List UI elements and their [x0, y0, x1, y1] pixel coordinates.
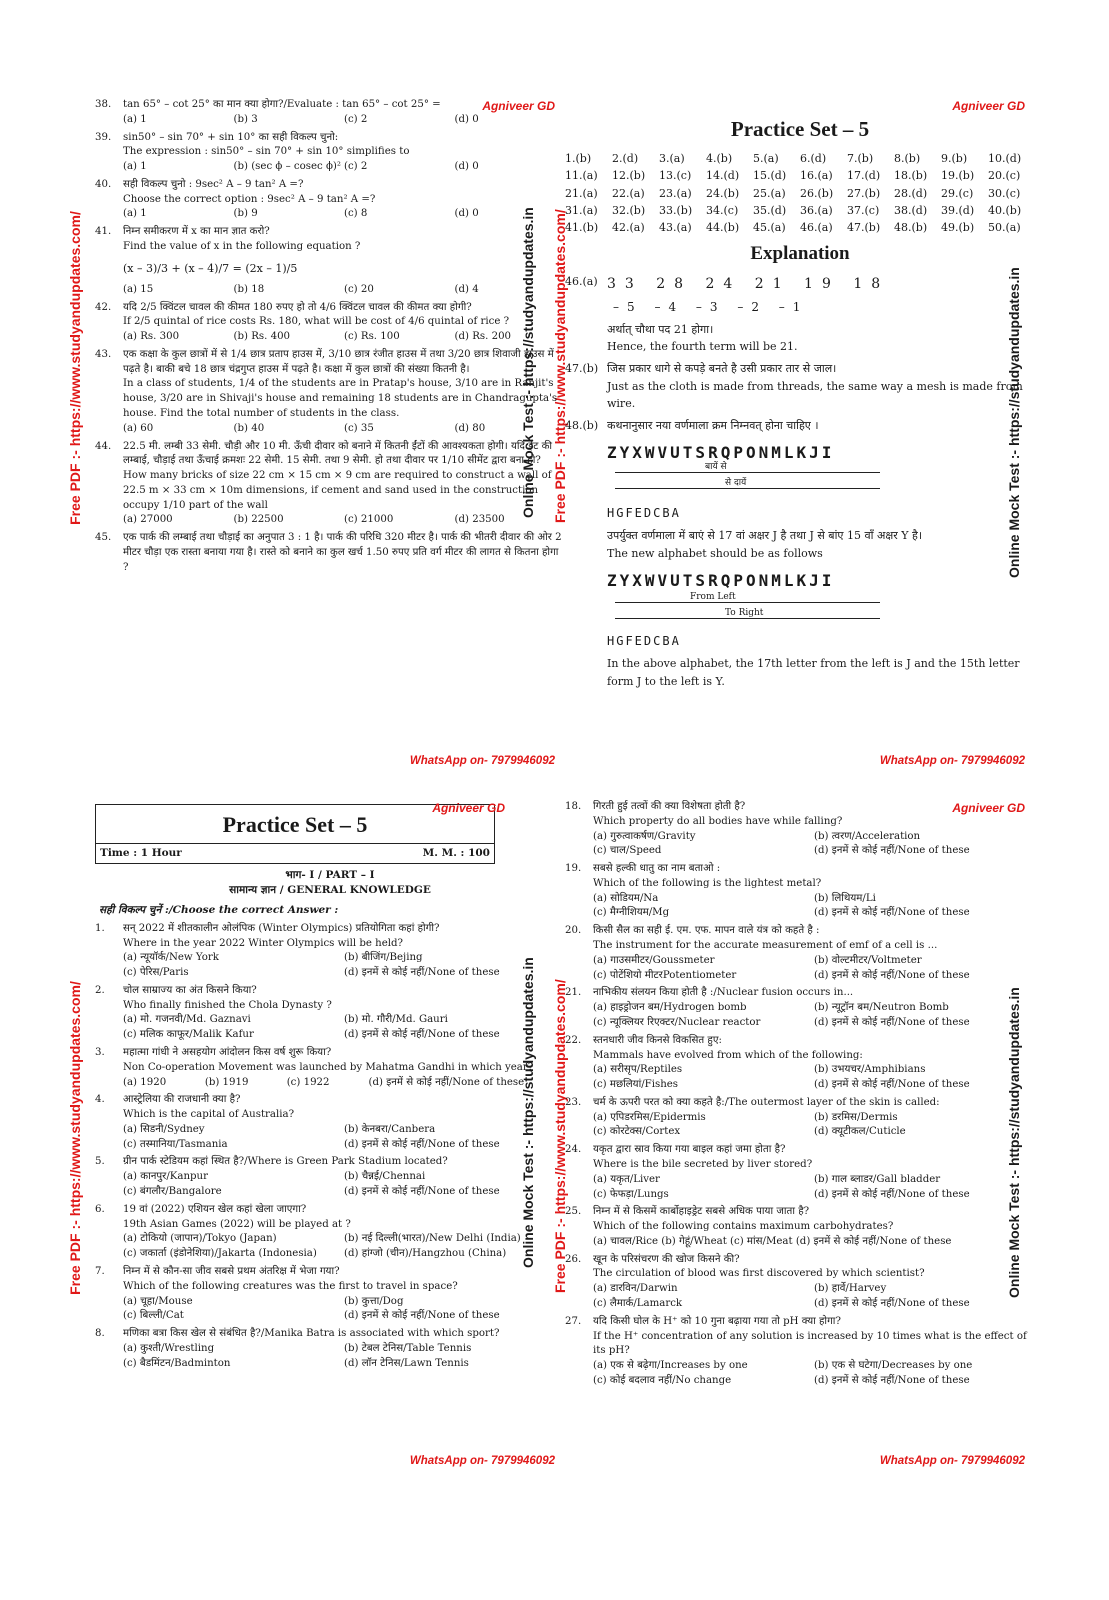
answer-key-cell: 32.(b) — [612, 203, 646, 217]
option: (c) 35 — [344, 422, 374, 434]
option: (c) कोई बदलाव नहीं/No change — [593, 1374, 732, 1386]
answer-key-cell: 49.(b) — [941, 220, 975, 234]
explanation-number: 48.(b) — [565, 418, 599, 432]
option: (a) 1 — [123, 113, 147, 125]
question-6 — [95, 1203, 565, 1262]
side-mock-left-bottom[interactable]: Online Mock Test :- https://studyandupdates.in — [520, 957, 536, 1268]
answer-key-grid — [565, 150, 1035, 235]
panel-answer-key — [565, 98, 1035, 778]
question-text-english: Non Co-operation Movement was launched by Mahatma Gandhi in which year? — [123, 1061, 534, 1073]
side-free-pdf-left-bottom[interactable]: Free PDF :- https://www.studyandupdates.com/ — [67, 981, 83, 1295]
option: (b) गाल ब्लाडर/Gall bladder — [814, 1173, 941, 1185]
option: (a) सिडनी/Sydney — [123, 1123, 205, 1135]
option: (c) बैडमिंटन/Badminton — [123, 1357, 231, 1369]
option: (a) 60 — [123, 422, 154, 434]
question-text-english: The instrument for the accurate measurement of emf of a cell is ... — [593, 940, 938, 952]
option: (b) कुत्ता/Dog — [344, 1295, 404, 1307]
direction-arrows — [615, 591, 880, 624]
question-number: 6. — [95, 1203, 105, 1215]
option: (a) एक से बढ़ेगा/Increases by one — [593, 1360, 748, 1372]
option: (b) 3 — [233, 113, 258, 125]
option: (d) इनमें से कोई नहीं/None of these — [814, 845, 970, 857]
side-mock-left-top[interactable]: Online Mock Test :- https://studyandupdates.in — [520, 207, 536, 518]
brand-label: Agniveer GD — [952, 99, 1025, 113]
option: (b) न्यूट्रॉन बम/Neutron Bomb — [814, 1002, 949, 1014]
option: (d) इनमें से कोई नहीं/None of these — [344, 967, 500, 979]
answer-key-cell: 25.(a) — [753, 186, 786, 200]
question-40 — [95, 178, 565, 222]
explanation-text-english: Just as the cloth is made from threads, the same way a mesh is made from wire. — [607, 379, 1023, 411]
option: (c) न्यूक्लियर रिएक्टर/Nuclear reactor — [593, 1016, 761, 1028]
question-text-english: 19th Asian Games (2022) will be played at ? — [123, 1218, 351, 1230]
question-text-english: In a class of students, 1/4 of the students are in Pratap's house, 3/10 are in Ranjit's house, 3/20 are in Shivaji's house and remaining 18 students are in Chandragupta's house. Find the total number of students in the class. — [123, 378, 558, 419]
question-43 — [95, 348, 565, 437]
explanation-text-english: In the above alphabet, the 17th letter from the left is J and the 15th letter form J to the left is Y. — [607, 657, 1020, 688]
question-text-hindi: गिरती हुई तत्वों की क्या विशेषता होती है? — [593, 801, 746, 812]
side-mock-right-top[interactable]: Online Mock Test :- https://studyandupdates.in — [1006, 267, 1022, 578]
number-sequence: 33 28 24 21 19 18 — [607, 276, 890, 293]
question-text-hindi: चोल साम्राज्य का अंत किसने किया? — [123, 984, 257, 996]
alphabet-tail: HGFEDCBA — [607, 633, 681, 648]
question-number: 45. — [95, 532, 112, 544]
answer-key-cell: 50.(a) — [988, 220, 1021, 234]
question-number: 8. — [95, 1328, 105, 1340]
answer-key-cell: 12.(b) — [612, 169, 646, 183]
option: (a) 1 — [123, 161, 147, 173]
answer-key-cell: 23.(a) — [659, 186, 692, 200]
question-number: 18. — [565, 801, 582, 812]
question-number: 42. — [95, 301, 112, 313]
question-text-english: How many bricks of size 22 cm × 15 cm × 9 cm are required to construct a wall of 22.5 m × 33 cm × 10m dimensions, if cement and sand used in the construction occupy 1/10 part of the wall — [123, 470, 552, 511]
question-39 — [95, 131, 565, 175]
question-number: 19. — [565, 863, 582, 875]
explanation-title: Explanation — [750, 242, 850, 264]
question-text-english: Which of the following is the lightest metal? — [593, 877, 822, 889]
question-3 — [95, 1046, 565, 1090]
option: (b) 22500 — [233, 514, 284, 526]
explanation-47 — [565, 360, 1035, 413]
option: (b) उभयचर/Amphibians — [814, 1064, 926, 1076]
question-text-english: The expression : sin50° – sin 70° + sin 10° simplifies to — [123, 146, 410, 158]
answer-key-cell: 13.(c) — [659, 169, 692, 183]
option: (b) 40 — [233, 422, 265, 434]
option: (c) बिल्ली/Cat — [123, 1310, 184, 1322]
option: (b) टेबल टेनिस/Table Tennis — [344, 1342, 472, 1354]
option: (d) इनमें से कोई नहीं/None of these — [344, 1310, 500, 1322]
answer-key-cell: 7.(b) — [847, 152, 874, 166]
answer-key-cell: 22.(a) — [612, 186, 645, 200]
option: (c) 21000 — [344, 514, 394, 526]
option: (b) बीजिंग/Bejing — [344, 952, 423, 964]
question-text-hindi: यदि किसी घोल के H⁺ को 10 गुना बढ़ाया गया तो pH क्या होगा? — [593, 1315, 841, 1327]
question-text: चर्म के ऊपरी परत को क्या कहते है:/The outermost layer of the skin is called: — [593, 1096, 940, 1108]
option: (b) (sec ϕ – cosec ϕ)² — [233, 161, 341, 173]
answer-key-cell: 8.(b) — [894, 152, 921, 166]
option: (a) चूहा/Mouse — [123, 1295, 193, 1307]
whatsapp-contact[interactable]: WhatsApp on- 7979946092 — [409, 755, 555, 768]
question-text-english: Mammals have evolved from which of the following: — [593, 1049, 863, 1061]
answer-key-cell: 29.(c) — [941, 186, 974, 200]
answer-key-cell: 34.(c) — [706, 203, 739, 217]
question-number: 5. — [95, 1156, 105, 1168]
option: (d) लॉन टेनिस/Lawn Tennis — [344, 1357, 469, 1369]
option: (b) वोल्टमीटर/Voltmeter — [814, 954, 922, 966]
option: (a) टोकियो (जापान)/Tokyo (Japan) — [123, 1233, 277, 1245]
option: (d) इनमें से कोई नहीं/None of these — [368, 1076, 525, 1088]
option: (a) न्यूयॉर्क/New York — [123, 952, 219, 964]
answer-key-cell: 5.(a) — [753, 152, 779, 166]
option: (b) 9 — [233, 208, 258, 220]
question-number: 41. — [95, 226, 112, 238]
alphabet-sequence: ZYXWVUTSRQPONMLKJI — [607, 443, 835, 463]
question-text-english: Which of the following contains maximum carbohydrates? — [593, 1221, 894, 1233]
answer-key-cell: 41.(b) — [565, 220, 599, 234]
explanation-number: 47.(b) — [565, 361, 599, 375]
answer-key-cell: 26.(b) — [800, 186, 834, 200]
instruction-text: सही विकल्प चुनें :/Choose the correct Answer : — [99, 903, 339, 916]
question-text-hindi: खून के परिसंचरण की खोज किसने की? — [593, 1253, 740, 1265]
answer-key-cell: 6.(d) — [800, 152, 827, 166]
option: (d) इनमें से कोई नहीं/None of these — [344, 1186, 500, 1198]
question-text-hindi: महात्मा गांधी ने असहयोग आंदोलन किस वर्ष शुरू किया? — [123, 1047, 332, 1059]
option: (a) एपिडरमिस/Epidermis — [593, 1111, 706, 1123]
answer-key-cell: 36.(a) — [800, 203, 833, 217]
option: (c) कोरटेक्स/Cortex — [593, 1126, 681, 1138]
answer-key-cell: 16.(a) — [800, 169, 833, 183]
option: (a) 1920 — [123, 1076, 167, 1088]
question-text-english: The circulation of blood was first discovered by which scientist? — [593, 1268, 925, 1280]
from-left-label: From Left — [690, 591, 736, 602]
option: (b) हार्वे/Harvey — [814, 1283, 887, 1295]
option: (c) लैमार्क/Lamarck — [593, 1298, 683, 1309]
option: (c) 2 — [344, 161, 368, 173]
from-left-label: बायें से — [705, 461, 727, 472]
question-19 — [565, 862, 1035, 921]
option: (b) नई दिल्ली(भारत)/New Delhi (India) — [344, 1233, 521, 1245]
question-25 — [565, 1205, 1035, 1249]
option: (b) लिथियम/Li — [814, 892, 876, 904]
question-number: 44. — [95, 440, 112, 452]
equation: (x – 3)/3 + (x – 4)/7 = (2x – 1)/5 — [123, 261, 298, 275]
direction-arrows — [615, 461, 880, 496]
option: (b) एक से घटेगा/Decreases by one — [814, 1360, 973, 1372]
option: (d) 0 — [454, 113, 479, 125]
answer-key-cell: 14.(d) — [706, 169, 740, 183]
explanation-text-english: The new alphabet should be as follows — [607, 546, 823, 560]
question-text-hindi: सही विकल्प चुनो : 9sec² A – 9 tan² A =? — [123, 178, 304, 190]
question-20 — [565, 924, 1035, 983]
question-number: 27. — [565, 1315, 582, 1327]
question-22 — [565, 1034, 1035, 1093]
alphabet-tail: HGFEDCBA — [607, 505, 681, 520]
answer-key-cell: 39.(d) — [941, 203, 975, 217]
side-free-pdf-right-bottom[interactable]: Free PDF :- https://www.studyandupdates.com/ — [552, 979, 568, 1293]
option: (d) इनमें से कोई नहीं/None of these — [814, 907, 970, 919]
question-21 — [565, 986, 1035, 1030]
option: (d) इनमें से कोई नहीं/None of these — [814, 1298, 970, 1309]
panel-gk-questions-18-27 — [565, 800, 1035, 1490]
explanation-46 — [565, 273, 1035, 356]
question-text: tan 65° – cot 25° का मान क्या होगा?/Evaluate : tan 65° – cot 25° = — [123, 99, 441, 110]
question-text-hindi: सबसे हल्की धातु का नाम बताओ : — [593, 863, 721, 875]
question-text-english: Which of the following creatures was the first to travel in space? — [123, 1280, 458, 1292]
option: (d) 80 — [454, 422, 486, 434]
question-number: 26. — [565, 1253, 582, 1265]
options-line: (a) चावल/Rice (b) गेहूं/Wheat (c) मांस/Meat (d) इनमें से कोई नहीं/None of these — [593, 1235, 952, 1247]
answer-key-cell: 19.(b) — [941, 169, 975, 183]
option: (c) 20 — [344, 283, 374, 295]
option: (d) इनमें से कोई नहीं/None of these — [814, 969, 970, 981]
question-text-english: Which property do all bodies have while falling? — [593, 815, 843, 827]
question-42 — [95, 301, 565, 345]
explanation-text-english: Hence, the fourth term will be 21. — [607, 340, 798, 354]
question-text-english: If the H⁺ concentration of any solution is increased by 10 times what is the effect of its pH? — [593, 1330, 1027, 1357]
option: (d) Rs. 200 — [454, 331, 512, 343]
option: (c) 1922 — [286, 1076, 330, 1088]
option: (b) 1919 — [204, 1076, 249, 1088]
answer-key-cell: 17.(d) — [847, 169, 881, 183]
answer-key-cell: 20.(c) — [988, 169, 1021, 183]
option: (b) डरमिस/Dermis — [814, 1111, 898, 1123]
question-1 — [95, 922, 565, 981]
option: (b) मो. गौरी/Md. Gauri — [344, 1014, 448, 1026]
option: (b) 18 — [233, 283, 265, 295]
question-23 — [565, 1096, 1035, 1140]
explanation-48 — [565, 417, 1035, 691]
question-text: ग्रीन पार्क स्टेडियम कहां स्थित है?/Where is Green Park Stadium located? — [123, 1156, 448, 1168]
answer-key-cell: 31.(a) — [565, 203, 598, 217]
option: (c) तस्मानिया/Tasmania — [123, 1138, 228, 1150]
answer-key-cell: 3.(a) — [659, 152, 685, 166]
question-number: 43. — [95, 348, 112, 360]
practice-set-title: Practice Set – 5 — [730, 117, 870, 141]
option: (c) फेफड़ा/Lungs — [593, 1188, 669, 1200]
option: (a) कुश्ती/Wrestling — [123, 1342, 215, 1354]
option: (b) त्वरण/Acceleration — [814, 830, 921, 842]
option: (a) कानपुर/Kanpur — [123, 1171, 208, 1183]
question-text-hindi: 22.5 मी. लम्बी 33 सेमी. चौड़ी और 10 मी. ऊँची दीवार को बनाने में कितनी ईंटों की आवश्यकता होगी। यदि ईंट की लम्बाई, चौड़ाई तथा ऊँचाई क्रमशः 22 सेमी. 15 सेमी. तथा 9 सेमी. हो तथा दीवार पर 1/10 सीमेंट द्वारा बना हो? — [123, 440, 553, 467]
option: (c) चाल/Speed — [593, 845, 662, 857]
section-label: सामान्य ज्ञान / GENERAL KNOWLEDGE — [229, 884, 431, 897]
to-right-label: To Right — [725, 607, 764, 618]
option: (d) 23500 — [454, 514, 505, 526]
answer-key-cell: 27.(b) — [847, 186, 881, 200]
answer-key-cell: 40.(b) — [988, 203, 1022, 217]
question-number: 21. — [565, 987, 582, 999]
answer-key-cell: 11.(a) — [565, 169, 598, 183]
explanation-text-hindi: जिस प्रकार धागे से कपड़े बनते है उसी प्रकार तार से जाल। — [607, 361, 837, 375]
option: (d) 0 — [454, 208, 479, 220]
whatsapp-contact[interactable]: WhatsApp on- 7979946092 — [409, 1455, 555, 1468]
option: (c) 8 — [344, 208, 368, 220]
answer-key-cell: 9.(b) — [941, 152, 968, 166]
question-5 — [95, 1155, 565, 1199]
answer-key-cell: 45.(a) — [753, 220, 786, 234]
option: (d) इनमें से कोई नहीं/None of these — [814, 1016, 970, 1028]
option: (c) पोटेंशियो मीटरPotentiometer — [593, 969, 737, 981]
option: (a) मो. गजनवी/Md. Gaznavi — [123, 1014, 251, 1026]
answer-key-cell: 30.(c) — [988, 186, 1021, 200]
option: (a) हाइड्रोजन बम/Hydrogen bomb — [593, 1002, 747, 1014]
to-right-label: से दायें — [725, 477, 747, 488]
option: (c) मछलियां/Fishes — [593, 1079, 679, 1091]
question-number: 1. — [95, 922, 105, 934]
option: (d) इनमें से कोई नहीं/None of these — [814, 1374, 970, 1386]
option: (b) Rs. 400 — [233, 331, 291, 343]
option: (d) इनमें से कोई नहीं/None of these — [814, 1188, 970, 1200]
option: (c) मलिक काफूर/Malik Kafur — [123, 1029, 254, 1041]
time-label: Time : 1 Hour — [100, 846, 182, 859]
answer-key-cell: 15.(d) — [753, 169, 787, 183]
option: (c) 2 — [344, 113, 368, 125]
question-text-hindi: निम्न में से कौन-सा जीव सबसे प्रथम अंतरिक्ष में भेजा गया? — [123, 1265, 340, 1277]
option: (d) इनमें से कोई नहीं/None of these — [344, 1029, 500, 1041]
explanation-text-hindi: उपर्युक्त वर्णमाला में बाएं से 17 वां अक्षर J है तथा J से बांए 15 वाँ अक्षर Y है। — [607, 529, 923, 543]
question-number: 2. — [95, 984, 105, 996]
question-text: नाभिकीय संलयन किया होती है :/Nuclear fusion occurs in... — [593, 987, 854, 999]
question-text-hindi: निम्न समीकरण में x का मान ज्ञात करो? — [123, 226, 270, 238]
option: (c) पेरिस/Paris — [123, 967, 189, 979]
question-45 — [95, 531, 565, 575]
answer-key-cell: 24.(b) — [706, 186, 740, 200]
question-text-english: Find the value of x in the following equation ? — [123, 241, 361, 253]
question-number: 39. — [95, 131, 112, 143]
question-number: 23. — [565, 1096, 582, 1108]
option: (a) डारविन/Darwin — [593, 1283, 678, 1295]
option: (d) 0 — [454, 161, 479, 173]
answer-key-cell: 35.(d) — [753, 203, 787, 217]
answer-key-cell: 42.(a) — [612, 220, 645, 234]
option: (a) गुरुत्वाकर्षण/Gravity — [593, 830, 696, 842]
question-text-hindi: यकृत द्वारा स्राव किया गया बाइल कहां जमा होता है? — [593, 1144, 786, 1156]
answer-key-cell: 37.(c) — [847, 203, 880, 217]
brand-label: Agniveer GD — [482, 99, 555, 113]
question-text-english: Who finally finished the Chola Dynasty ? — [123, 999, 332, 1011]
option: (d) 4 — [454, 283, 479, 295]
option: (d) हांग्जो (चीन)/Hangzhou (China) — [344, 1248, 507, 1260]
question-text-hindi: सन् 2022 में शीतकालीन ओलंपिक (Winter Olympics) प्रतियोगिता कहां होगी? — [123, 922, 440, 934]
answer-key-cell: 47.(b) — [847, 220, 881, 234]
question-text: मणिका बत्रा किस खेल से संबंधित है?/Manika Batra is associated with which sport? — [123, 1328, 500, 1340]
question-text-hindi: किसी सैल का सही ई. एम. एफ. मापन वाले यंत्र को कहते है : — [593, 925, 820, 937]
option: (c) जकार्ता (इंडोनेशिया)/Jakarta (Indonesia) — [123, 1248, 317, 1260]
option: (a) 15 — [123, 283, 154, 295]
question-text-hindi: 19 वां (2022) एशियन खेल कहां खेला जाएगा? — [123, 1203, 307, 1215]
question-text-hindi: निम्न में से किसमें कार्बोहाइड्रेट सबसे अधिक पाया जाता है? — [593, 1206, 810, 1218]
question-text-hindi: यदि 2/5 क्विंटल चावल की कीमत 180 रुपए हो तो 4/6 क्विंटल चावल की कीमत क्या होगी? — [123, 301, 472, 313]
question-number: 3. — [95, 1047, 105, 1059]
question-4 — [95, 1093, 565, 1152]
question-26 — [565, 1253, 1035, 1312]
side-mock-right-bottom[interactable]: Online Mock Test :- https://studyandupdates.in — [1006, 987, 1022, 1298]
option: (a) Rs. 300 — [123, 331, 180, 343]
question-number: 20. — [565, 925, 582, 937]
question-number: 4. — [95, 1094, 105, 1106]
question-number: 40. — [95, 178, 112, 190]
answer-key-cell: 10.(d) — [988, 152, 1022, 166]
panel-maths-questions — [95, 98, 565, 778]
question-7 — [95, 1265, 565, 1324]
question-41 — [95, 225, 565, 297]
answer-key-cell: 1.(b) — [565, 152, 592, 166]
option: (c) मैग्नीशियम/Mg — [593, 907, 670, 919]
answer-key-cell: 48.(b) — [894, 220, 928, 234]
question-number: 24. — [565, 1144, 582, 1156]
question-text-hindi: एक कक्षा के कुल छात्रों में से 1/4 छात्र प्रताप हाउस में, 3/10 छात्र रंजीत हाउस में तथा 3/20 छात्र शिवाजी हाउस में पढ़ते है। बाकी बचे 18 छात्र चंद्रगुप्त हाउस में पढ़ते है। कक्षा में कुल छात्रों की संख्या कितनी है। — [123, 348, 554, 375]
option: (d) इनमें से कोई नहीं/None of these — [344, 1138, 500, 1150]
option: (a) 1 — [123, 208, 147, 220]
option: (c) बंगलौर/Bangalore — [123, 1186, 222, 1198]
option: (c) Rs. 100 — [344, 331, 400, 343]
question-text-hindi: स्तनधारी जीव किनसे विकसित हुए: — [593, 1034, 722, 1046]
explanation-text-hindi: कथनानुसार नया वर्णमाला क्रम निम्नवत् होना चाहिए । — [607, 418, 819, 432]
option: (a) यकृत/Liver — [593, 1173, 660, 1185]
whatsapp-contact[interactable]: WhatsApp on- 7979946092 — [879, 1455, 1025, 1468]
question-text-hindi: एक पार्क की लम्बाई तथा चौड़ाई का अनुपात 3 : 1 है। पार्क की परिधि 320 मीटर है। पार्क की भीतरी दीवार की ओर 2 मीटर चौड़ा एक रास्ता बनाया गया है। रास्ते को बनाने का कुल खर्च 1.50 रुपए प्रति वर्ग मीटर की लागत से कितना होगा ? — [123, 532, 562, 573]
side-free-pdf-right-top[interactable]: Free PDF :- https://www.studyandupdates.com/ — [552, 209, 568, 523]
question-number: 38. — [95, 99, 112, 110]
question-27 — [565, 1315, 1035, 1389]
answer-key-cell: 4.(b) — [706, 152, 733, 166]
question-number: 25. — [565, 1206, 582, 1218]
question-2 — [95, 984, 565, 1043]
brand-label: Agniveer GD — [432, 801, 505, 815]
alphabet-sequence: ZYXWVUTSRQPONMLKJI — [607, 571, 835, 591]
question-text-hindi: sin50° – sin 70° + sin 10° का सही विकल्प चुनो: — [123, 131, 339, 143]
answer-key-cell: 46.(a) — [800, 220, 833, 234]
practice-set-title: Practice Set – 5 — [222, 812, 368, 837]
option: (a) 27000 — [123, 514, 173, 526]
option: (b) चैन्नई/Chennai — [344, 1171, 426, 1183]
option: (a) गाउसमीटर/Goussmeter — [593, 954, 715, 966]
option: (b) केनबरा/Canbera — [344, 1123, 436, 1135]
question-text-english: Where is the bile secreted by liver stored? — [593, 1158, 813, 1170]
answer-key-cell: 2.(d) — [612, 152, 639, 166]
answer-key-cell: 44.(b) — [706, 220, 740, 234]
panel-gk-questions-1-8 — [95, 800, 565, 1490]
question-text-hindi: आस्ट्रेलिया की राजधानी क्या है? — [123, 1094, 241, 1106]
brand-label: Agniveer GD — [952, 801, 1025, 815]
explanation-text-hindi: अर्थात् चौथा पद 21 होगा। — [607, 322, 714, 336]
question-24 — [565, 1143, 1035, 1202]
whatsapp-contact[interactable]: WhatsApp on- 7979946092 — [879, 755, 1025, 768]
answer-key-cell: 43.(a) — [659, 220, 692, 234]
max-marks-label: M. M. : 100 — [422, 846, 490, 859]
question-44 — [95, 440, 565, 529]
question-text-english: Where in the year 2022 Winter Olympics will be held? — [123, 937, 403, 949]
side-free-pdf-left-top[interactable]: Free PDF :- https://www.studyandupdates.com/ — [67, 211, 83, 525]
answer-key-cell: 28.(d) — [894, 186, 928, 200]
answer-key-cell: 33.(b) — [659, 203, 693, 217]
explanation-number: 46.(a) — [565, 275, 598, 289]
question-number: 22. — [565, 1034, 582, 1046]
answer-key-cell: 21.(a) — [565, 186, 598, 200]
option: (a) सरीसृप/Reptiles — [593, 1064, 683, 1076]
option: (d) इनमें से कोई नहीं/None of these — [814, 1079, 970, 1091]
sequence-differences: –5 –4 –3 –2 –1 — [613, 299, 809, 314]
option: (a) सोडियम/Na — [593, 892, 659, 904]
question-text-english: Choose the correct option : 9sec² A – 9 tan² A =? — [123, 193, 376, 205]
option: (d) क्यूटीकल/Cuticle — [814, 1126, 906, 1138]
question-text-english: If 2/5 quintal of rice costs Rs. 180, what will be cost of 4/6 quintal of rice ? — [123, 316, 510, 328]
question-text-english: Which is the capital of Australia? — [123, 1109, 295, 1121]
question-number: 7. — [95, 1265, 105, 1277]
answer-key-cell: 18.(b) — [894, 169, 928, 183]
question-8 — [95, 1327, 565, 1371]
answer-key-cell: 38.(d) — [894, 203, 928, 217]
part-label: भाग- I / PART – I — [285, 869, 375, 882]
